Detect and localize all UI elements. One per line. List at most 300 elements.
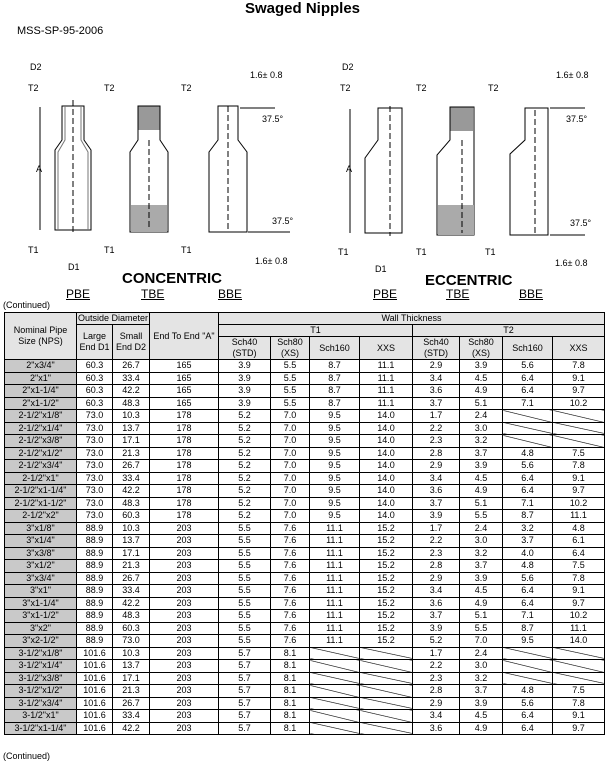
table-cell: 2-1/2"x1/2" <box>5 447 77 460</box>
table-cell: 73.0 <box>77 410 113 423</box>
table-cell: 8.7 <box>310 385 360 398</box>
table-cell: 9.5 <box>310 447 360 460</box>
table-cell: 203 <box>150 710 219 723</box>
table-cell: 11.1 <box>310 535 360 548</box>
table-cell: 5.2 <box>219 435 271 448</box>
table-cell: 5.1 <box>460 397 503 410</box>
table-row <box>5 722 605 735</box>
table-cell: 11.1 <box>553 622 605 635</box>
table-cell: 14.0 <box>360 510 413 523</box>
table-cell: 11.1 <box>310 522 360 535</box>
table-cell: 2.9 <box>413 572 460 585</box>
table-cell: 101.6 <box>77 722 113 735</box>
label-t1: T1 <box>416 247 427 257</box>
table-cell: 60.3 <box>77 360 113 373</box>
table-cell: 6.4 <box>503 472 553 485</box>
table-cell: 6.4 <box>503 722 553 735</box>
table-cell: 7.0 <box>271 510 310 523</box>
table-cell: 11.1 <box>310 560 360 573</box>
not-applicable-cell <box>553 672 605 685</box>
table-cell: 7.6 <box>271 522 310 535</box>
table-cell: 7.6 <box>271 610 310 623</box>
table-cell: 203 <box>150 522 219 535</box>
label-t2: T2 <box>340 83 351 93</box>
label-bevel: 1.6± 0.8 <box>255 256 288 266</box>
table-cell: 7.0 <box>271 460 310 473</box>
table-row <box>5 510 605 523</box>
label-d1: D1 <box>68 262 80 272</box>
table-cell: 2.3 <box>413 435 460 448</box>
table-cell: 6.4 <box>503 385 553 398</box>
table-cell: 203 <box>150 672 219 685</box>
table-cell: 3.4 <box>413 710 460 723</box>
not-applicable-cell <box>503 660 553 673</box>
table-cell: 203 <box>150 622 219 635</box>
table-cell: 9.5 <box>310 422 360 435</box>
not-applicable-cell <box>503 672 553 685</box>
table-cell: 3.9 <box>460 572 503 585</box>
table-cell: 10.3 <box>113 647 150 660</box>
label-a: A <box>36 164 43 174</box>
table-row <box>5 572 605 585</box>
concentric-tbe-figure <box>130 106 168 232</box>
not-applicable-cell <box>553 435 605 448</box>
table-row <box>5 435 605 448</box>
table-row <box>5 360 605 373</box>
table-cell: 3.6 <box>413 485 460 498</box>
table-cell: 7.5 <box>553 685 605 698</box>
table-cell: 9.5 <box>310 510 360 523</box>
type-tbe: TBE <box>141 287 165 300</box>
table-cell: 178 <box>150 497 219 510</box>
table-cell: 3.0 <box>460 535 503 548</box>
table-cell: 203 <box>150 610 219 623</box>
table-cell: 4.5 <box>460 585 503 598</box>
table-cell: 7.0 <box>271 497 310 510</box>
table-cell: 2.2 <box>413 660 460 673</box>
table-row <box>5 697 605 710</box>
table-cell: 203 <box>150 547 219 560</box>
table-cell: 48.3 <box>113 497 150 510</box>
table-cell: 6.4 <box>503 597 553 610</box>
table-cell: 14.0 <box>553 635 605 648</box>
table-cell: 3.7 <box>460 447 503 460</box>
header-schedule: Sch80 (XS) <box>271 337 310 360</box>
table-cell: 4.8 <box>503 560 553 573</box>
table-cell: 3"x1-1/2" <box>5 610 77 623</box>
table-cell: 5.5 <box>219 585 271 598</box>
table-cell: 15.2 <box>360 535 413 548</box>
table-cell: 9.5 <box>503 635 553 648</box>
table-cell: 4.5 <box>460 472 503 485</box>
table-cell: 15.2 <box>360 560 413 573</box>
table-cell: 73.0 <box>77 435 113 448</box>
table-cell: 17.1 <box>113 547 150 560</box>
table-cell: 15.2 <box>360 585 413 598</box>
table-cell: 5.5 <box>460 510 503 523</box>
table-row <box>5 685 605 698</box>
table-cell: 101.6 <box>77 647 113 660</box>
table-cell: 178 <box>150 510 219 523</box>
table-cell: 101.6 <box>77 672 113 685</box>
table-cell: 165 <box>150 372 219 385</box>
table-cell: 3.9 <box>460 697 503 710</box>
table-cell: 9.1 <box>553 372 605 385</box>
table-cell: 5.5 <box>219 635 271 648</box>
table-cell: 11.1 <box>360 385 413 398</box>
table-cell: 3.6 <box>413 722 460 735</box>
table-row <box>5 497 605 510</box>
table-cell: 7.8 <box>553 697 605 710</box>
type-bbe: BBE <box>218 287 243 300</box>
table-cell: 7.6 <box>271 622 310 635</box>
table-cell: 2.2 <box>413 422 460 435</box>
table-cell: 178 <box>150 410 219 423</box>
label-bevel: 1.6± 0.8 <box>555 258 588 268</box>
label-t2: T2 <box>104 83 115 93</box>
table-row <box>5 422 605 435</box>
not-applicable-cell <box>360 647 413 660</box>
table-cell: 203 <box>150 560 219 573</box>
not-applicable-cell <box>503 410 553 423</box>
table-cell: 2-1/2"x3/8" <box>5 435 77 448</box>
table-cell: 1.7 <box>413 522 460 535</box>
table-cell: 3"x3/8" <box>5 547 77 560</box>
table-cell: 7.5 <box>553 447 605 460</box>
table-cell: 3.4 <box>413 585 460 598</box>
not-applicable-cell <box>503 647 553 660</box>
header-small-end: Small End D2 <box>113 325 150 360</box>
table-cell: 5.2 <box>219 460 271 473</box>
header-outside-diameter: Outside Diameter <box>77 313 149 323</box>
table-cell: 3"x1" <box>5 585 77 598</box>
table-cell: 88.9 <box>77 610 113 623</box>
table-cell: 2-1/2"x1" <box>5 472 77 485</box>
table-cell: 178 <box>150 435 219 448</box>
table-cell: 9.5 <box>310 460 360 473</box>
table-cell: 88.9 <box>77 522 113 535</box>
table-row <box>5 635 605 648</box>
table-cell: 7.8 <box>553 572 605 585</box>
table-cell: 33.4 <box>113 710 150 723</box>
table-row <box>5 585 605 598</box>
table-cell: 9.5 <box>310 435 360 448</box>
eccentric-bbe-figure <box>510 108 585 235</box>
table-cell: 7.6 <box>271 572 310 585</box>
table-cell: 101.6 <box>77 685 113 698</box>
table-cell: 88.9 <box>77 597 113 610</box>
table-cell: 203 <box>150 685 219 698</box>
table-cell: 3.6 <box>413 597 460 610</box>
table-cell: 13.7 <box>113 422 150 435</box>
table-cell: 5.2 <box>219 485 271 498</box>
table-cell: 3.6 <box>413 385 460 398</box>
table-row <box>5 660 605 673</box>
table-cell: 3-1/2"x1/2" <box>5 685 77 698</box>
header-wall-thickness: Wall Thickness <box>219 313 605 325</box>
table-cell: 3-1/2"x1" <box>5 710 77 723</box>
table-cell: 9.7 <box>553 485 605 498</box>
table-cell: 5.5 <box>219 597 271 610</box>
table-cell: 4.8 <box>553 522 605 535</box>
table-cell: 7.0 <box>271 472 310 485</box>
table-row <box>5 385 605 398</box>
table-cell: 5.2 <box>219 447 271 460</box>
table-cell: 5.5 <box>219 522 271 535</box>
table-cell: 5.5 <box>271 385 310 398</box>
table-cell: 14.0 <box>360 485 413 498</box>
label-angle: 37.5° <box>566 114 588 124</box>
table-cell: 5.2 <box>219 472 271 485</box>
table-cell: 3.2 <box>460 547 503 560</box>
not-applicable-cell <box>310 647 360 660</box>
table-cell: 203 <box>150 572 219 585</box>
table-cell: 8.1 <box>271 722 310 735</box>
table-cell: 5.2 <box>219 422 271 435</box>
table-cell: 2-1/2"x2" <box>5 510 77 523</box>
table-cell: 6.4 <box>553 547 605 560</box>
table-cell: 2"x1-1/2" <box>5 397 77 410</box>
label-t1: T1 <box>181 245 192 255</box>
table-cell: 8.1 <box>271 660 310 673</box>
table-cell: 88.9 <box>77 572 113 585</box>
table-cell: 2.8 <box>413 560 460 573</box>
type-pbe: PBE <box>373 287 398 300</box>
table-cell: 3"x1/4" <box>5 535 77 548</box>
table-cell: 15.2 <box>360 610 413 623</box>
not-applicable-cell <box>310 697 360 710</box>
page-title: Swaged Nipples <box>244 0 361 17</box>
table-cell: 3"x2-1/2" <box>5 635 77 648</box>
table-cell: 10.2 <box>553 397 605 410</box>
type-pbe: PBE <box>66 287 91 300</box>
continued-note: (Continued) <box>3 751 51 761</box>
table-cell: 3"x1-1/4" <box>5 597 77 610</box>
header-schedule: Sch160 <box>503 337 553 360</box>
table-cell: 3.9 <box>219 372 271 385</box>
table-cell: 4.8 <box>503 685 553 698</box>
not-applicable-cell <box>310 660 360 673</box>
table-cell: 5.5 <box>219 535 271 548</box>
table-cell: 26.7 <box>113 460 150 473</box>
swaged-nipples-drawing <box>0 40 605 300</box>
table-cell: 26.7 <box>113 360 150 373</box>
table-cell: 7.0 <box>271 410 310 423</box>
table-cell: 3.9 <box>460 460 503 473</box>
label-d2: D2 <box>30 62 42 72</box>
table-cell: 4.9 <box>460 385 503 398</box>
table-cell: 5.1 <box>460 497 503 510</box>
not-applicable-cell <box>360 660 413 673</box>
table-cell: 7.5 <box>553 560 605 573</box>
table-cell: 203 <box>150 535 219 548</box>
table-cell: 88.9 <box>77 560 113 573</box>
not-applicable-cell <box>503 422 553 435</box>
table-cell: 5.1 <box>460 610 503 623</box>
table-cell: 101.6 <box>77 660 113 673</box>
table-cell: 3.9 <box>219 360 271 373</box>
table-cell: 11.1 <box>553 510 605 523</box>
table-cell: 3.7 <box>413 497 460 510</box>
table-cell: 3-1/2"x1/8" <box>5 647 77 660</box>
table-cell: 60.3 <box>113 510 150 523</box>
table-cell: 11.1 <box>360 360 413 373</box>
table-row <box>5 672 605 685</box>
table-cell: 9.1 <box>553 585 605 598</box>
table-cell: 2"x1-1/4" <box>5 385 77 398</box>
table-cell: 4.9 <box>460 485 503 498</box>
table-cell: 5.2 <box>219 497 271 510</box>
table-cell: 11.1 <box>310 585 360 598</box>
table-cell: 9.5 <box>310 472 360 485</box>
table-row <box>5 535 605 548</box>
table-cell: 2-1/2"x1/4" <box>5 422 77 435</box>
table-cell: 11.1 <box>310 547 360 560</box>
table-cell: 15.2 <box>360 635 413 648</box>
table-cell: 42.2 <box>113 485 150 498</box>
table-cell: 3-1/2"x1-1/4" <box>5 722 77 735</box>
table-cell: 9.5 <box>310 410 360 423</box>
table-cell: 2.9 <box>413 697 460 710</box>
label-t1: T1 <box>104 245 115 255</box>
table-cell: 88.9 <box>77 622 113 635</box>
table-cell: 2.3 <box>413 547 460 560</box>
table-cell: 33.4 <box>113 472 150 485</box>
table-cell: 7.6 <box>271 585 310 598</box>
table-cell: 15.2 <box>360 572 413 585</box>
table-cell: 6.4 <box>503 710 553 723</box>
table-cell: 88.9 <box>77 535 113 548</box>
table-cell: 5.7 <box>219 710 271 723</box>
label-bevel: 1.6± 0.8 <box>250 70 283 80</box>
header-schedule: Sch40 (STD) <box>413 337 460 360</box>
table-cell: 3.2 <box>460 435 503 448</box>
table-cell: 33.4 <box>113 585 150 598</box>
table-cell: 5.2 <box>413 635 460 648</box>
table-cell: 178 <box>150 472 219 485</box>
table-cell: 15.2 <box>360 522 413 535</box>
table-cell: 14.0 <box>360 497 413 510</box>
table-cell: 15.2 <box>360 547 413 560</box>
table-cell: 14.0 <box>360 460 413 473</box>
table-cell: 165 <box>150 360 219 373</box>
table-cell: 3.7 <box>460 685 503 698</box>
table-cell: 203 <box>150 647 219 660</box>
table-cell: 3-1/2"x3/4" <box>5 697 77 710</box>
table-cell: 73.0 <box>77 485 113 498</box>
table-cell: 2.9 <box>413 360 460 373</box>
table-cell: 5.7 <box>219 685 271 698</box>
table-cell: 5.5 <box>460 622 503 635</box>
table-cell: 9.7 <box>553 597 605 610</box>
table-cell: 48.3 <box>113 610 150 623</box>
table-cell: 7.8 <box>553 460 605 473</box>
table-row <box>5 710 605 723</box>
table-cell: 4.9 <box>460 597 503 610</box>
table-cell: 73.0 <box>77 447 113 460</box>
table-cell: 2.4 <box>460 647 503 660</box>
label-angle: 37.5° <box>272 216 294 226</box>
table-cell: 2-1/2"x1/8" <box>5 410 77 423</box>
table-cell: 9.1 <box>553 472 605 485</box>
table-cell: 2.3 <box>413 672 460 685</box>
type-bbe: BBE <box>519 287 544 300</box>
table-cell: 7.1 <box>503 497 553 510</box>
table-cell: 2.4 <box>460 522 503 535</box>
not-applicable-cell <box>503 435 553 448</box>
header-end-to-end: End To End "A" <box>150 313 219 360</box>
not-applicable-cell <box>553 422 605 435</box>
table-cell: 2-1/2"x1-1/4" <box>5 485 77 498</box>
table-cell: 5.6 <box>503 460 553 473</box>
table-cell: 10.2 <box>553 610 605 623</box>
table-cell: 3.4 <box>413 472 460 485</box>
table-cell: 178 <box>150 460 219 473</box>
label-d2: D2 <box>342 62 354 72</box>
table-cell: 9.7 <box>553 722 605 735</box>
table-cell: 73.0 <box>77 460 113 473</box>
table-cell: 3"x2" <box>5 622 77 635</box>
table-cell: 3.9 <box>219 385 271 398</box>
label-t2: T2 <box>416 83 427 93</box>
table-cell: 165 <box>150 397 219 410</box>
table-cell: 11.1 <box>310 610 360 623</box>
not-applicable-cell <box>360 722 413 735</box>
table-cell: 7.0 <box>271 485 310 498</box>
table-cell: 8.1 <box>271 685 310 698</box>
table-row <box>5 622 605 635</box>
table-cell: 203 <box>150 660 219 673</box>
label-t2: T2 <box>488 83 499 93</box>
table-cell: 3.7 <box>413 397 460 410</box>
table-cell: 8.1 <box>271 697 310 710</box>
table-cell: 9.5 <box>310 485 360 498</box>
table-cell: 2"x3/4" <box>5 360 77 373</box>
table-cell: 11.1 <box>310 572 360 585</box>
table-cell: 14.0 <box>360 422 413 435</box>
table-row <box>5 610 605 623</box>
table-cell: 5.6 <box>503 572 553 585</box>
eccentric-pbe-figure <box>350 106 402 236</box>
table-cell: 178 <box>150 485 219 498</box>
table-cell: 17.1 <box>113 672 150 685</box>
table-cell: 7.6 <box>271 547 310 560</box>
table-cell: 17.1 <box>113 435 150 448</box>
table-cell: 11.1 <box>360 397 413 410</box>
table-cell: 14.0 <box>360 447 413 460</box>
table-cell: 33.4 <box>113 372 150 385</box>
table-row <box>5 560 605 573</box>
table-cell: 8.7 <box>503 510 553 523</box>
table-row <box>5 447 605 460</box>
table-cell: 88.9 <box>77 635 113 648</box>
table-cell: 3.2 <box>503 522 553 535</box>
table-cell: 5.5 <box>219 572 271 585</box>
table-cell: 101.6 <box>77 710 113 723</box>
table-row <box>5 460 605 473</box>
table-cell: 7.0 <box>271 447 310 460</box>
not-applicable-cell <box>310 710 360 723</box>
header-nps: Nominal Pipe Size (NPS) <box>5 313 77 360</box>
table-cell: 11.1 <box>360 372 413 385</box>
table-cell: 15.2 <box>360 597 413 610</box>
table-cell: 3.0 <box>460 660 503 673</box>
table-cell: 4.9 <box>460 722 503 735</box>
table-cell: 9.7 <box>553 385 605 398</box>
table-cell: 6.4 <box>503 585 553 598</box>
table-cell: 5.5 <box>271 372 310 385</box>
table-cell: 7.6 <box>271 597 310 610</box>
